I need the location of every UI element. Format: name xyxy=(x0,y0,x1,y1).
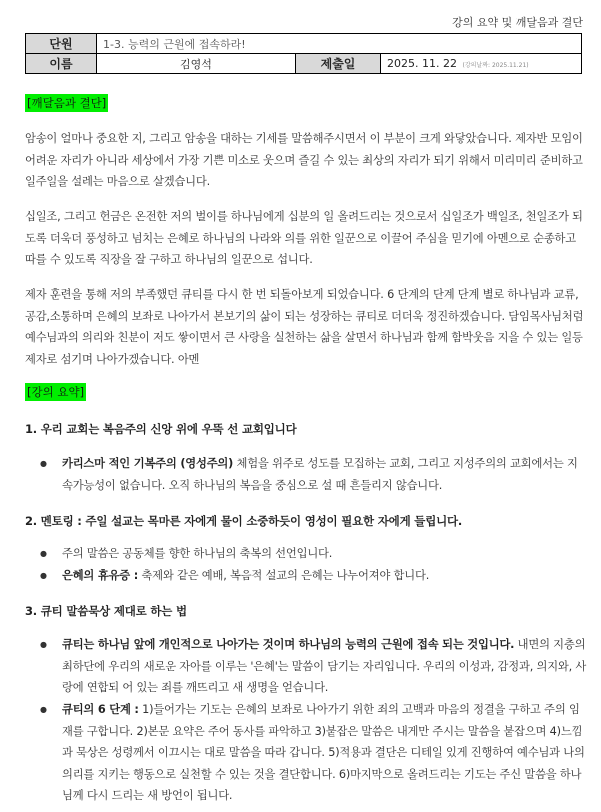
name-label: 이름 xyxy=(26,54,97,74)
date-cell xyxy=(381,54,582,74)
info-table xyxy=(25,33,582,74)
name-value: 김영석 xyxy=(97,54,296,74)
summary-heading-1: 1. 우리 교회는 복음주의 신앙 위에 우뚝 선 교회입니다 xyxy=(25,422,297,436)
list-item xyxy=(62,699,587,807)
list-item xyxy=(62,634,587,699)
date-value: 2025. 11. 22 xyxy=(387,57,457,70)
summary-heading-2: 2. 멘토링 : 주일 설교는 목마른 자에게 물이 소중하듯이 영성이 필요한 자에게 들립니다. xyxy=(25,514,463,528)
bullet-text: 축제와 같은 예배, 복음적 설교의 은혜는 나누어져야 합니다. xyxy=(138,569,430,582)
list-item xyxy=(62,565,587,587)
bullet-text: 주의 말씀은 공동체를 향한 하나님의 축복의 선언입니다. xyxy=(62,547,333,560)
list-item xyxy=(62,453,587,496)
date-label: 제출일 xyxy=(296,54,381,74)
bullet-text: 체험을 위주로 성도를 모집하는 교회, 그리고 지성주의의 교회에서는 지속가능성이 없습니다. 오직 하나님의 복음을 중심으로 설 때 흔들리지 않습니다. xyxy=(62,457,578,492)
realization-paragraph-1: 암송이 얼마나 중요한 지, 그리고 암송을 대하는 기세를 말씀해주시면서 이 부분이 크게 와닿았습니다. 제자반 모임이 어려운 자리가 아니라 세상에서 가장 기쁜 미소로 웃으며 즐길 수 있는 최상의 자리가 되기 위해서 미리미리 준비하고 일주일을 설레는 마음으로 살겠습니다. xyxy=(25,132,583,188)
unit-label: 단원 xyxy=(26,34,97,54)
realization-tag: [깨달음과 결단] xyxy=(27,96,107,110)
unit-value: 1-3. 능력의 근원에 접속하라! xyxy=(97,34,582,54)
summary-tag: [강의 요약] xyxy=(27,385,85,399)
list-item xyxy=(62,543,587,565)
realization-paragraph-2: 십일조, 그리고 헌금은 온전한 저의 벌이를 하나님에게 십분의 일 올려드리는 것으로서 십일조가 백일조, 천일조가 되도록 더욱더 풍성하고 넘치는 은혜로 하나님의 나라와 의를 위한 일꾼으로 이끌어 주심을 믿기에 아멘으로 순종하고 따를 수 있도록 직장을 잘 구하고 하나님의 일꾼으로 섭니다. xyxy=(25,210,583,266)
bullet-bold: 은혜의 휴유증 : xyxy=(62,569,139,582)
realization-paragraph-3: 제자 훈련을 통해 저의 부족했던 큐티를 다시 한 번 되돌아보게 되었습니다. 6 단계의 단계 단계 별로 하나님과 교류,공감,소통하며 은혜의 보좌로 나아가서 본보기의 삶이 되는 성장하는 큐티로 더더욱 정진하겠습니다. 담임목사님처럼 예수님과의 의리와 친분이 저도 쌓이면서 큰 사랑을 실천하는 삶을 살면서 하나님과 함께 함박웃음 지을 수 있는 일등제자로 섬기며 나아가겠습니다. 아멘 xyxy=(25,288,584,366)
bullet-bold: 카리스마 적인 기복주의 (영성주의) xyxy=(62,457,234,470)
summary-heading-3: 3. 큐티 말씀묵상 제대로 하는 법 xyxy=(25,604,187,618)
bullet-bold: 큐티는 하나님 앞에 개인적으로 나아가는 것이며 하나님의 능력의 근원에 접속 되는 것입니다. xyxy=(62,638,515,651)
bullet-bold: 큐티의 6 단계 : xyxy=(62,703,139,716)
document-header-title: 강의 요약 및 깨달음과 결단 xyxy=(452,16,583,29)
bullet-text: 1)들어가는 기도는 은혜의 보좌로 나아가기 위한 죄의 고백과 마음의 정결을 구하고 주의 임재를 구합니다. 2)본문 요약은 주어 동사를 파악하고 3)붙잡은 말씀은 내게만 주시는 말씀을 붙잡으며 4)느낌과 묵상은 성령께서 이끄시는 대로 말씀을 따라 갑니다. 5)적용과 결단은 디테일 있게 진행하여 예수님과 나의 의리를 지키는 행동으로 실천할 수 있는 것을 결단합니다. 6)마지막으로 올려드리는 기도는 주신 말씀을 하나님께 다시 드리는 새 방언이 됩니다. xyxy=(62,703,585,802)
bullet-text: 내면의 지층의 최하단에 우리의 새로운 자아를 이루는 '은혜'는 말씀이 담기는 자리입니다. 우리의 이성과, 감정과, 의지와, 사랑에 연합되 어 있는 죄를 깨뜨리고 새 생명을 얻습니다. xyxy=(62,638,587,694)
lecture-date-note: (강의날짜: 2025.11.21) xyxy=(462,62,529,69)
